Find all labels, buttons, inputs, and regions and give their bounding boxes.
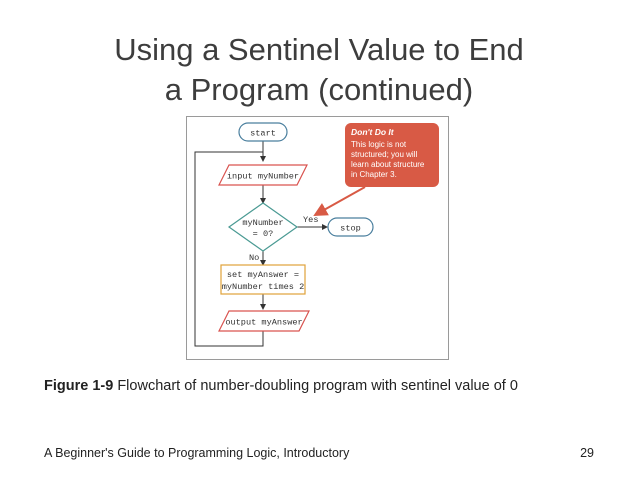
footer-book-title: A Beginner's Guide to Programming Logic, Introductory [44, 446, 350, 460]
flowchart-figure [186, 116, 449, 360]
process-line2: myNumber times 2 [221, 282, 305, 292]
figure-number: Figure 1-9 [44, 378, 114, 394]
callout-line3: learn about structure [351, 160, 425, 169]
callout-title: Don't Do It [351, 127, 394, 137]
no-label: No [249, 253, 260, 263]
figure-caption [44, 378, 518, 394]
process-line1: set myAnswer = [226, 270, 300, 280]
input-label: input myNumber [226, 171, 300, 182]
page-number: 29 [580, 446, 594, 460]
stop-label: stop [340, 223, 361, 234]
callout-line1: This logic is not [351, 140, 407, 149]
decision-line1: myNumber [242, 218, 284, 228]
callout-line4: in Chapter 3. [351, 170, 397, 179]
slide-title [0, 30, 638, 110]
yes-label: Yes [303, 215, 319, 225]
callout-line2: structured; you will [351, 150, 418, 159]
decision-line2: = 0? [252, 229, 274, 239]
slide-title-line1: Using a Sentinel Value to End [114, 32, 524, 67]
slide-title-line2: a Program (continued) [164, 72, 474, 107]
output-label: output myAnswer [225, 317, 303, 328]
callout-arrow [315, 187, 365, 215]
start-label: start [250, 128, 276, 139]
figure-caption-text: Flowchart of number-doubling program with sentinel value of 0 [113, 378, 518, 394]
